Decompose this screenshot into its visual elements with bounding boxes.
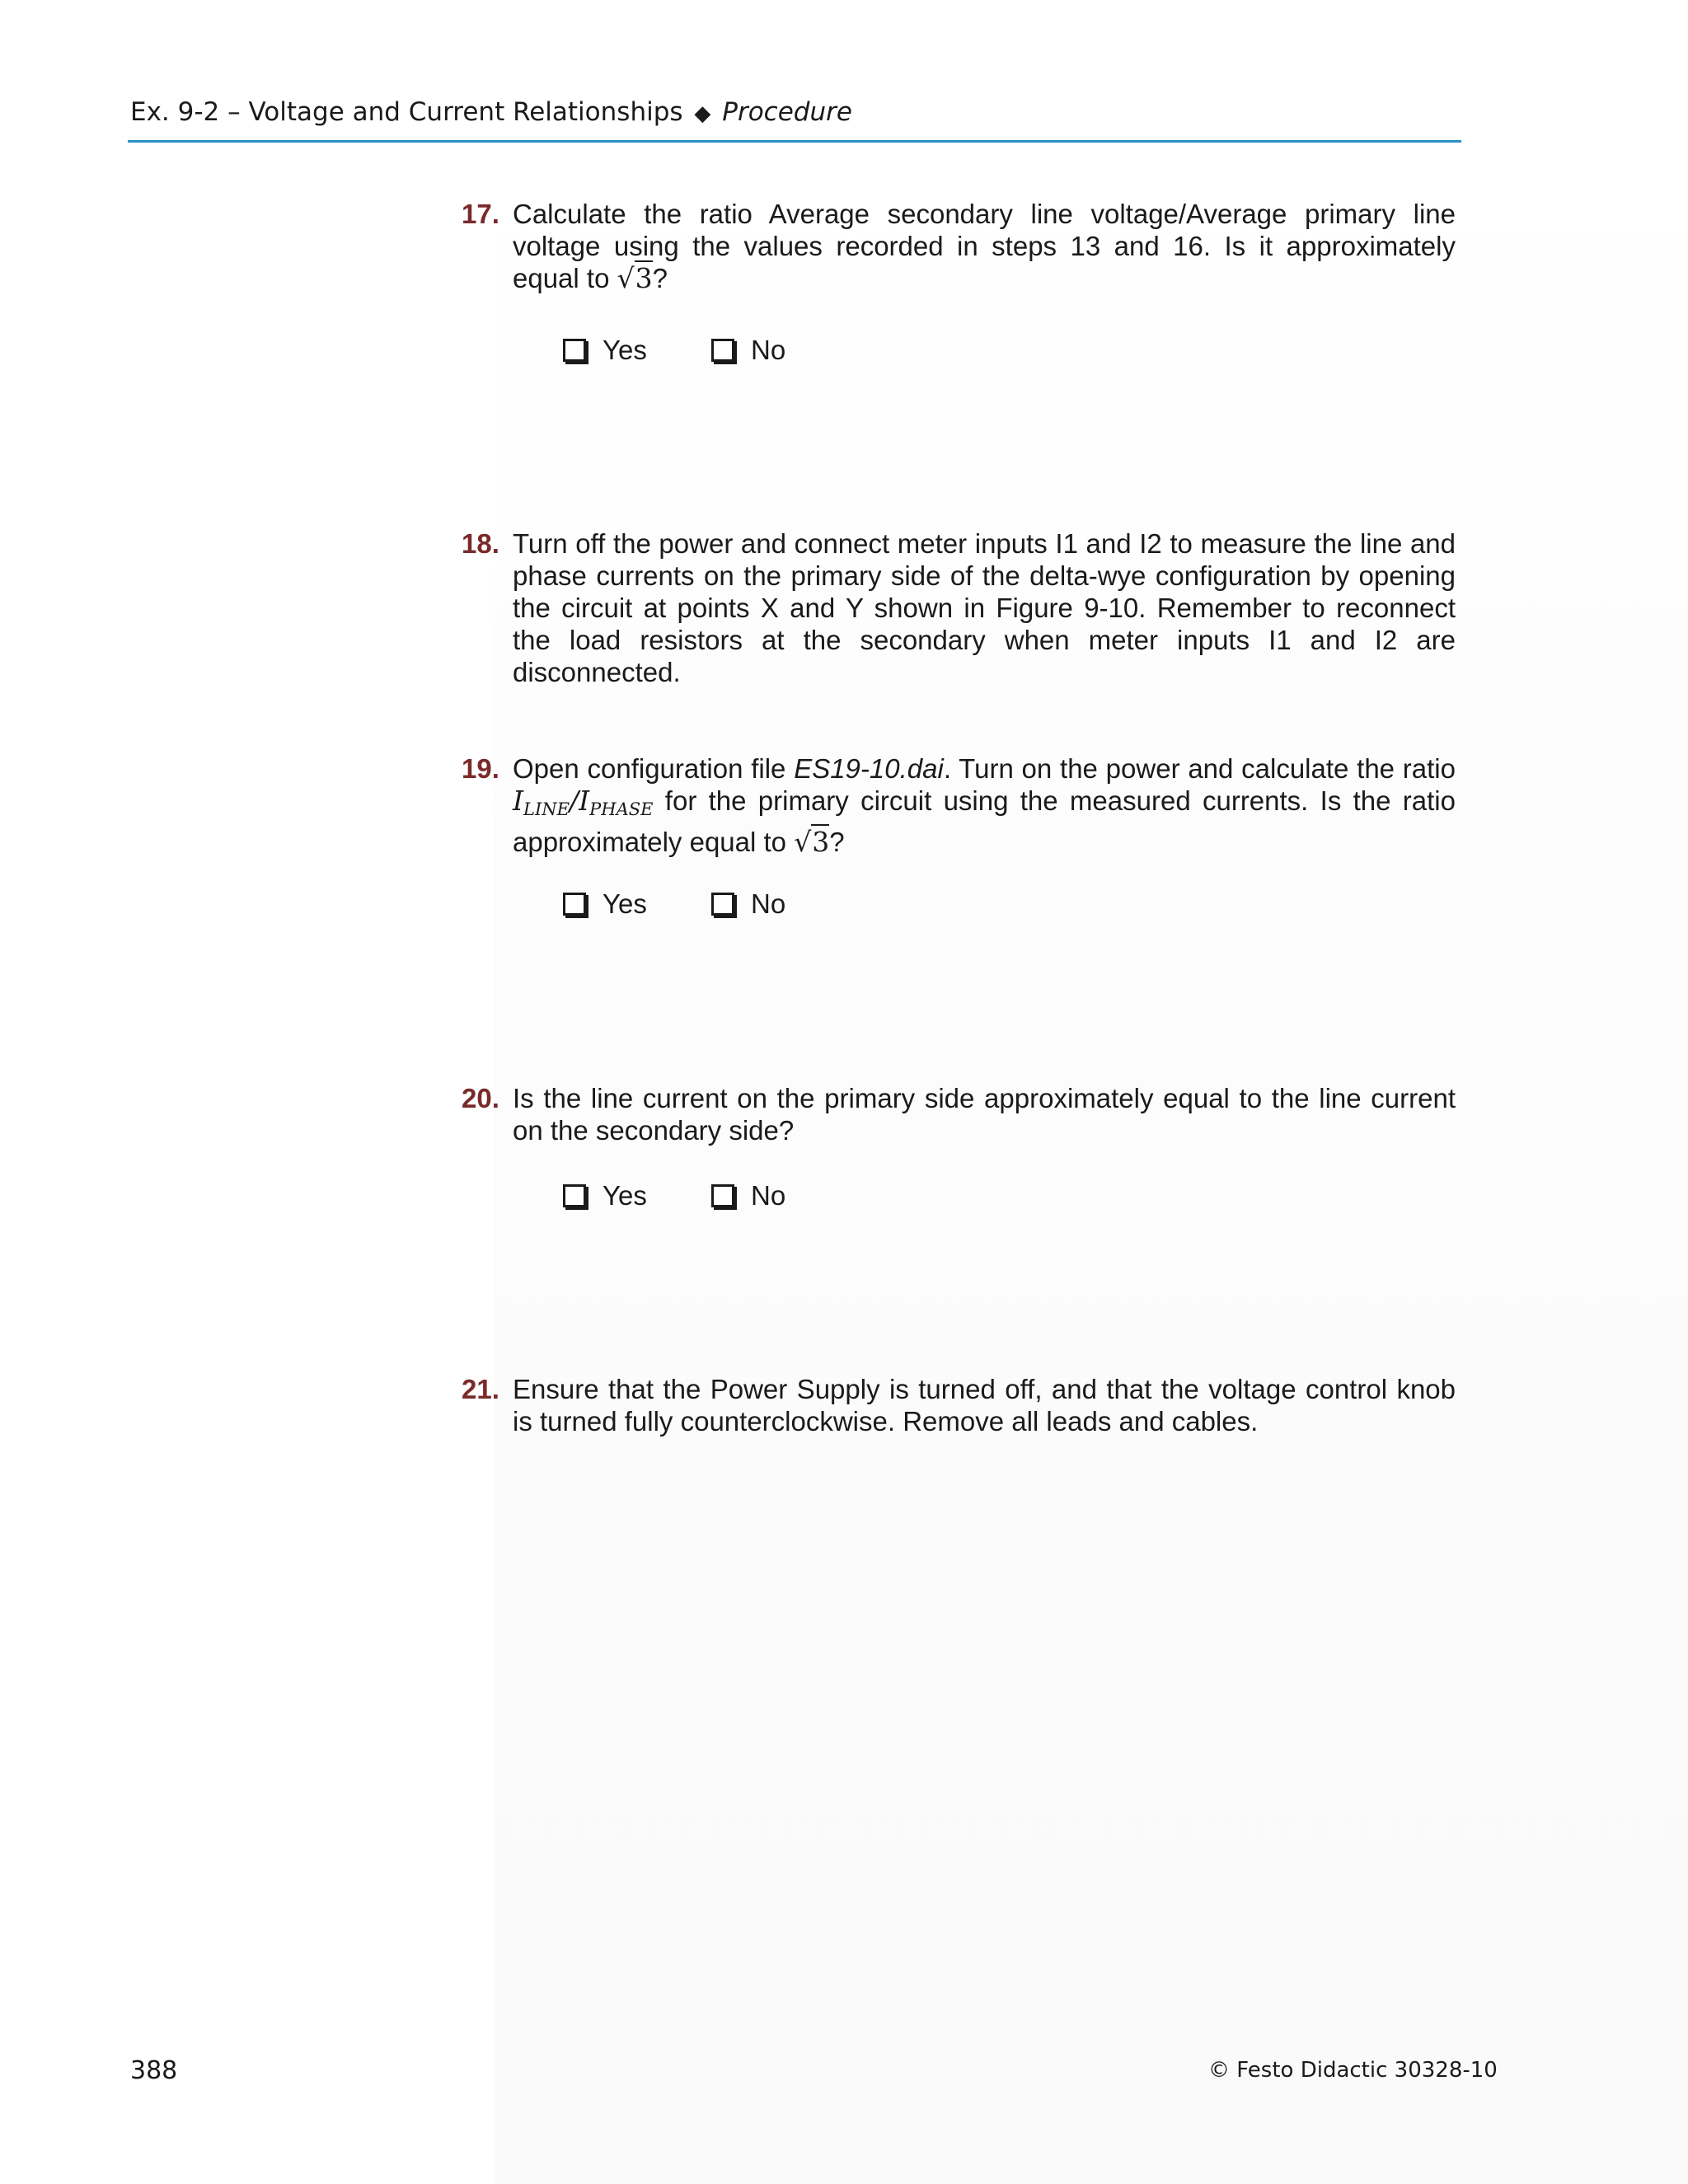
step-text-part: Is the line current on the primary side approximately equal to the line current on the secondary side? (513, 1083, 1456, 1146)
choice-label: No (751, 335, 786, 365)
step-number: 20. (462, 1083, 499, 1113)
checkbox-icon[interactable] (711, 339, 734, 362)
choice-no[interactable] (711, 335, 860, 366)
choice-no[interactable] (711, 1180, 860, 1212)
sqrt-icon: √ (794, 826, 812, 858)
choice-label: Yes (603, 335, 647, 365)
step-text (513, 752, 1456, 858)
checkbox-icon[interactable] (563, 339, 586, 362)
choice-label: No (751, 1180, 786, 1211)
sqrt-radicand: 3 (812, 826, 830, 858)
running-header (130, 97, 1461, 143)
step-number: 17. (462, 199, 499, 229)
current-ratio-expression (513, 785, 654, 817)
header-rule (128, 140, 1461, 143)
step-17 (462, 198, 1456, 294)
choice-no[interactable] (711, 888, 860, 920)
header-separator-icon: ◆ (694, 101, 711, 126)
step-number: 18. (462, 528, 499, 559)
header-section: Ex. 9-2 – Voltage and Current Relationships (130, 97, 683, 127)
math-subscript: PHASE (589, 799, 654, 819)
copyright-notice: © Festo Didactic 30328-10 (1208, 2058, 1498, 2083)
step-text-part: Calculate the ratio Average secondary line voltage/Average primary line voltage using the values recorded in steps 13 and 16. Is it approximately equal to (513, 199, 1456, 293)
step-19-choices (563, 888, 860, 920)
step-19 (462, 752, 1456, 858)
math-symbol: / (570, 785, 579, 817)
step-20-choices (563, 1180, 860, 1212)
step-18 (462, 527, 1456, 688)
sqrt-expression (794, 824, 829, 858)
sqrt-expression (617, 260, 653, 294)
step-20 (462, 1082, 1456, 1146)
config-filename: ES19-10.dai (794, 753, 944, 784)
header-subsection: Procedure (722, 97, 852, 127)
sqrt-radicand: 3 (635, 262, 653, 294)
choice-yes[interactable] (563, 335, 711, 366)
step-text (513, 198, 1456, 294)
step-number: 19. (462, 753, 499, 784)
math-symbol: I (513, 785, 524, 817)
checkbox-icon[interactable] (563, 1184, 586, 1207)
step-text-part: ? (829, 827, 845, 857)
step-text-part: Ensure that the Power Supply is turned off, and that the voltage control knob is turned fully counterclockwise. Remove all leads and cables. (513, 1374, 1456, 1436)
sqrt-icon: √ (617, 262, 635, 294)
step-text-part: for the primary circuit using the measured currents. Is the ratio approximately equal to (513, 785, 1456, 857)
checkbox-icon[interactable] (711, 1184, 734, 1207)
choice-label: No (751, 888, 786, 919)
step-text-part: . Turn on the power and calculate the ratio (943, 753, 1456, 784)
step-text (513, 1082, 1456, 1146)
step-text (513, 527, 1456, 688)
choice-yes[interactable] (563, 888, 711, 920)
choice-yes[interactable] (563, 1180, 711, 1212)
checkbox-icon[interactable] (563, 893, 586, 916)
step-text (513, 1373, 1456, 1437)
step-21 (462, 1373, 1456, 1437)
step-text-part: ? (652, 263, 668, 293)
step-17-choices (563, 335, 860, 366)
page-background (495, 157, 1688, 2184)
page-number: 388 (130, 2056, 178, 2085)
step-text-part: Open configuration file (513, 753, 795, 784)
math-symbol: I (579, 785, 590, 817)
choice-label: Yes (603, 888, 647, 919)
step-number: 21. (462, 1374, 499, 1404)
choice-label: Yes (603, 1180, 647, 1211)
checkbox-icon[interactable] (711, 893, 734, 916)
step-text-part: Turn off the power and connect meter inputs I1 and I2 to measure the line and phase currents on the primary side of the delta-wye configuration by opening the circuit at points X and Y shown in Figure 9-10. Remember to reconnect the load resistors at the secondary when meter inputs I1 and I2 are disconnected. (513, 528, 1456, 687)
math-subscript: LINE (523, 799, 570, 819)
